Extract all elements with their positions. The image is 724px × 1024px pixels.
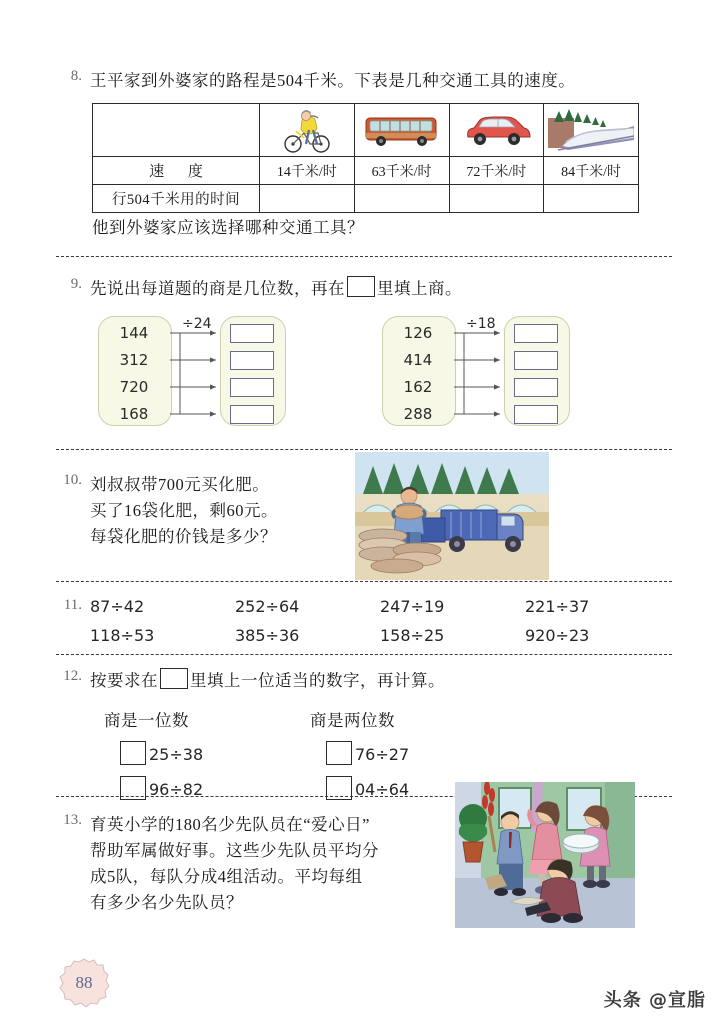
problem-13-line-4: 有多少名少先队员？ <box>90 893 243 912</box>
divider-4 <box>56 654 672 655</box>
problem-13 <box>56 812 456 916</box>
quotient-box-2-3[interactable] <box>514 378 558 397</box>
page-number: 88 <box>75 973 93 992</box>
row-label-speed: 速 度 <box>149 164 213 180</box>
quotient-box-1-1[interactable] <box>230 324 274 343</box>
mapping-group-1 <box>98 316 284 434</box>
inline-digit-box[interactable] <box>160 668 188 689</box>
time-answer-train[interactable] <box>544 185 639 213</box>
time-answer-car[interactable] <box>449 185 544 213</box>
problem-13-line-1: 育英小学的180名少先队员在“爱心日” <box>90 815 370 834</box>
speed-table <box>92 103 639 213</box>
problem-12-number: 12. <box>63 668 82 684</box>
table-cell-car <box>449 104 544 157</box>
expression-11-2-3: 158÷25 <box>380 626 445 645</box>
problem-12-stem <box>90 668 672 694</box>
problem-10-line-2: 买了16袋化肥，剩60元。 <box>90 501 278 520</box>
quotient-box-1-4[interactable] <box>230 405 274 424</box>
bus-icon <box>362 110 442 150</box>
speed-value-bus: 63千米/时 <box>354 157 449 185</box>
problem-8-stem: 王平家到外婆家的路程是504千米。下表是几种交通工具的速度。 <box>90 71 576 90</box>
table-row-speed <box>93 157 639 185</box>
expression-11-2-1: 118÷53 <box>90 626 155 645</box>
inline-answer-box[interactable] <box>347 276 375 297</box>
problem-13-number: 13. <box>63 812 82 828</box>
mapping-group-2 <box>382 316 568 434</box>
expression-12-2-2: 04÷64 <box>355 780 410 799</box>
expression-12-1-2: 96÷82 <box>149 780 204 799</box>
problem-12-item-1-1 <box>120 741 203 765</box>
divider-1 <box>56 256 672 257</box>
divider-3 <box>56 581 672 582</box>
dividend-2-1: 126 <box>403 324 433 342</box>
dividend-1-4: 168 <box>119 405 149 423</box>
speed-value-bicycle: 14千米/时 <box>260 157 355 185</box>
quotient-box-1-3[interactable] <box>230 378 274 397</box>
problem-8-number: 8. <box>70 68 82 84</box>
problem-11-row-1 <box>90 597 672 616</box>
dividend-2-2: 414 <box>403 351 433 369</box>
problem-12-item-2-1 <box>326 741 409 765</box>
problem-12 <box>56 668 672 694</box>
table-cell-train <box>544 104 639 157</box>
column-1-heading: 商是一位数 <box>104 711 189 730</box>
children-helping-illustration <box>455 782 635 928</box>
problem-11-number: 11. <box>63 597 82 613</box>
quotient-box-1-2[interactable] <box>230 351 274 370</box>
fertilizer-farm-illustration <box>355 452 549 580</box>
expression-12-2-1: 76÷27 <box>355 745 410 764</box>
problem-9-stem <box>90 276 672 302</box>
problem-11-row-2 <box>90 626 672 645</box>
problem-10 <box>56 472 356 550</box>
expression-11-1-3: 247÷19 <box>380 597 445 616</box>
time-answer-bicycle[interactable] <box>260 185 355 213</box>
problem-8 <box>56 68 672 94</box>
car-icon <box>460 110 532 150</box>
problem-13-line-2: 帮助军属做好事。这些少先队员平均分 <box>90 841 379 860</box>
problem-12-column-2 <box>310 707 409 800</box>
problem-11 <box>56 597 672 645</box>
time-answer-bus[interactable] <box>354 185 449 213</box>
problem-9-number: 9. <box>70 276 82 292</box>
problem-9-stem-before: 先说出每道题的商是几位数，再在 <box>90 279 345 298</box>
digit-box-1-1[interactable] <box>120 741 146 765</box>
speed-value-car: 72千米/时 <box>449 157 544 185</box>
dividend-1-3: 720 <box>119 378 149 396</box>
problem-10-line-3: 每袋化肥的价钱是多少？ <box>90 527 277 546</box>
speed-value-train: 84千米/时 <box>544 157 639 185</box>
bicycle-icon <box>280 106 334 154</box>
expression-11-2-4: 920÷23 <box>525 626 590 645</box>
expression-11-1-4: 221÷37 <box>525 597 590 616</box>
problem-10-line-1: 刘叔叔带700元买化肥。 <box>90 475 270 494</box>
expression-11-1-1: 87÷42 <box>90 597 145 616</box>
digit-box-2-1[interactable] <box>326 741 352 765</box>
expression-12-1-1: 25÷38 <box>149 745 204 764</box>
page-number-badge <box>58 957 110 1009</box>
dividend-2-3: 162 <box>403 378 433 396</box>
table-cell-bus <box>354 104 449 157</box>
dividend-1-2: 312 <box>119 351 149 369</box>
train-icon <box>548 106 634 154</box>
problem-9 <box>56 276 672 302</box>
quotient-box-2-4[interactable] <box>514 405 558 424</box>
problem-12-column-1 <box>104 707 203 800</box>
quotient-box-2-2[interactable] <box>514 351 558 370</box>
table-row-time <box>93 185 639 213</box>
column-2-heading: 商是两位数 <box>310 711 395 730</box>
dividend-1-1: 144 <box>119 324 149 342</box>
expression-11-1-2: 252÷64 <box>235 597 300 616</box>
problem-12-stem-before: 按要求在 <box>90 671 158 690</box>
table-cell-empty-corner <box>93 104 260 157</box>
divisor-1: ÷24 <box>182 316 212 332</box>
watermark-text: 头条 @宣脂 <box>603 990 706 1011</box>
problem-10-number: 10. <box>63 472 82 488</box>
divisor-2: ÷18 <box>466 316 496 332</box>
expression-11-2-2: 385÷36 <box>235 626 300 645</box>
row-label-time: 行504千米用的时间 <box>111 192 241 208</box>
quotient-box-2-1[interactable] <box>514 324 558 343</box>
table-cell-bicycle <box>260 104 355 157</box>
problem-8-question: 他到外婆家应该选择哪种交通工具？ <box>92 218 364 237</box>
table-row-vehicles <box>93 104 639 157</box>
dividend-2-4: 288 <box>403 405 433 423</box>
problem-13-line-3: 成5队，每队分成4组活动。平均每组 <box>90 867 363 886</box>
divider-2 <box>56 449 672 450</box>
problem-9-stem-after: 里填上商。 <box>377 279 462 298</box>
problem-12-stem-after: 里填上一位适当的数字，再计算。 <box>190 671 445 690</box>
